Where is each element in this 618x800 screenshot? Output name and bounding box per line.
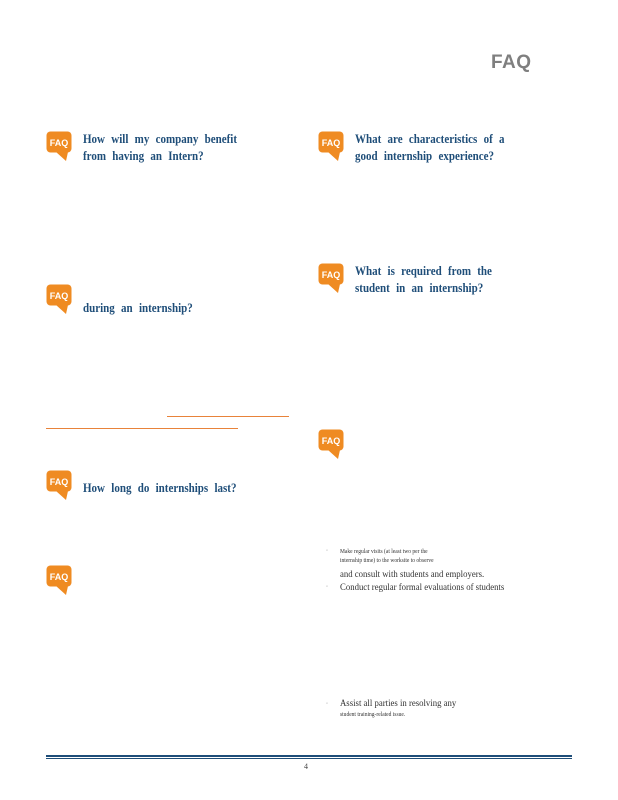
svg-text:FAQ: FAQ: [321, 436, 341, 446]
question-line: good internship experience?: [355, 149, 495, 163]
bullet-item-resolve-issues: [340, 698, 466, 719]
svg-text:FAQ: FAQ: [49, 138, 69, 148]
page-number: 4: [304, 762, 308, 771]
faq-speech-bubble-icon: [318, 429, 344, 459]
faq-question-student-requirements: [355, 263, 492, 297]
faq-speech-bubble-icon: [318, 131, 344, 161]
bullet-marker: ◦: [326, 548, 329, 554]
bullet-line: student training-related issue.: [340, 711, 406, 718]
faq-speech-bubble-icon: [46, 284, 72, 314]
bullet-marker: ◦: [326, 701, 329, 707]
faq-question-internship-length: How long do internships last?: [83, 481, 237, 495]
bullet-item-visits: [340, 547, 434, 565]
question-line: What are characteristics of a: [355, 132, 505, 146]
footer-rule: [46, 755, 572, 757]
bullet-item-evaluations: Conduct regular formal evaluations of students: [340, 583, 505, 593]
bullet-line: Make regular visits (at least two per the: [340, 548, 428, 555]
hyperlink-underline[interactable]: [46, 428, 238, 429]
svg-text:FAQ: FAQ: [321, 270, 341, 280]
bullet-line: internship time) to the worksite to observe: [340, 557, 434, 564]
svg-text:FAQ: FAQ: [49, 572, 69, 582]
question-line: What is required from the: [355, 264, 492, 278]
faq-question-characteristics: [355, 131, 505, 165]
footer-rule: [46, 758, 572, 759]
bullet-line: Assist all parties in resolving any: [340, 699, 457, 709]
faq-question-during-internship: during an internship?: [83, 301, 193, 315]
question-line: How will my company benefit: [83, 132, 238, 146]
faq-speech-bubble-icon: [46, 470, 72, 500]
question-line: student in an internship?: [355, 281, 484, 295]
bullet-line: and consult with students and employers.: [340, 570, 485, 580]
svg-text:FAQ: FAQ: [49, 477, 69, 487]
page-title: FAQ: [491, 52, 532, 73]
hyperlink-underline[interactable]: [167, 416, 289, 417]
svg-text:FAQ: FAQ: [49, 291, 69, 301]
faq-speech-bubble-icon: [46, 131, 72, 161]
svg-text:FAQ: FAQ: [321, 138, 341, 148]
faq-speech-bubble-icon: [46, 565, 72, 595]
faq-question-company-benefit: [83, 131, 237, 165]
bullet-marker: ◦: [326, 584, 329, 590]
faq-speech-bubble-icon: [318, 263, 344, 293]
question-line: from having an Intern?: [83, 149, 204, 163]
